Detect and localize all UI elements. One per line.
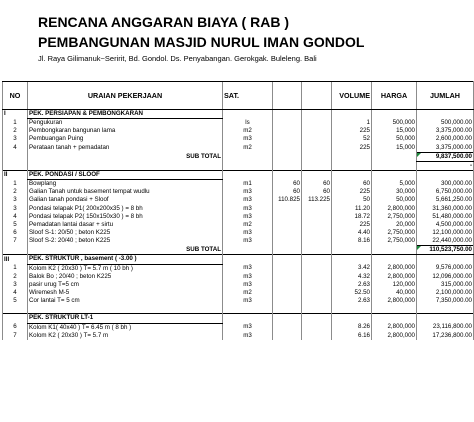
cell-uraian: PEK. PONDASI / SLOOF — [28, 170, 223, 179]
cell-harga: 15,000 — [372, 127, 417, 135]
cell-jumlah: 3,375,000.00 — [417, 144, 474, 153]
cell-jumlah: 12,096,000.00 — [417, 273, 474, 281]
cell-no — [3, 305, 28, 314]
cell-no: 2 — [3, 127, 28, 135]
cell-dim2 — [302, 170, 332, 179]
cell-uraian: Sloof S-1: 20/50 ; beton K225 — [28, 229, 223, 237]
cell-harga: 2,800,000 — [372, 264, 417, 273]
cell-uraian — [28, 161, 223, 170]
table-row — [3, 127, 474, 135]
cell-no: 3 — [3, 196, 28, 204]
cell-harga: 50,000 — [372, 135, 417, 143]
cell-dim2 — [302, 213, 332, 221]
cell-harga: 50,000 — [372, 196, 417, 204]
cell-dim2 — [302, 144, 332, 153]
cell-jumlah: 5,661,250.00 — [417, 196, 474, 204]
table-row — [3, 305, 474, 314]
cell-no: 3 — [3, 205, 28, 213]
cell-dim2: 60 — [302, 188, 332, 196]
cell-dim2 — [302, 127, 332, 135]
cell-satuan — [223, 161, 273, 170]
cell-harga: 2,800,000 — [372, 332, 417, 340]
cell-volume: 8.26 — [332, 323, 372, 332]
cell-satuan: m3 — [223, 188, 273, 196]
cell-no: 3 — [3, 135, 28, 143]
cell-satuan — [223, 305, 273, 314]
cell-uraian: Pondasi telapak P1( 200x200x35 ) = 8 bh — [28, 205, 223, 213]
table-row — [3, 205, 474, 213]
cell-no — [3, 152, 28, 161]
cell-jumlah — [417, 110, 474, 119]
cell-jumlah: 500,000.00 — [417, 119, 474, 128]
cell-volume: 8.16 — [332, 237, 372, 246]
cell-uraian: SUB TOTAL — [28, 246, 223, 255]
cell-no: 7 — [3, 332, 28, 340]
cell-dim2 — [302, 323, 332, 332]
cell-harga: 2,750,000 — [372, 229, 417, 237]
header-dim1 — [273, 82, 302, 110]
cell-volume — [332, 305, 372, 314]
cell-satuan: m2 — [223, 144, 273, 153]
cell-uraian: Galian Tanah untuk basement tempat wudlu — [28, 188, 223, 196]
cell-satuan — [223, 255, 273, 264]
cell-dim2 — [302, 305, 332, 314]
cell-dim1 — [273, 246, 302, 255]
cell-harga: 500,000 — [372, 119, 417, 128]
table-row — [3, 229, 474, 237]
header-satuan: SAT. — [223, 82, 273, 110]
cell-no: 4 — [3, 144, 28, 153]
cell-volume — [332, 161, 372, 170]
cell-jumlah — [417, 314, 474, 323]
cell-dim1 — [273, 144, 302, 153]
cell-volume: 225 — [332, 188, 372, 196]
cell-dim2 — [302, 314, 332, 323]
cell-satuan: m3 — [223, 229, 273, 237]
cell-dim2 — [302, 135, 332, 143]
cell-dim2 — [302, 229, 332, 237]
cell-uraian: Kolom K1( 40x40 ) T= 6.45 m ( 8 bh ) — [28, 323, 223, 332]
cell-no — [3, 246, 28, 255]
cell-volume — [332, 152, 372, 161]
cell-satuan: m3 — [223, 323, 273, 332]
cell-uraian: Pembongkaran bangunan lama — [28, 127, 223, 135]
cell-jumlah: 12,100,000.00 — [417, 229, 474, 237]
document-title: RENCANA ANGGARAN BIAYA ( RAB ) — [38, 14, 289, 30]
cell-volume — [332, 110, 372, 119]
cell-harga: 15,000 — [372, 144, 417, 153]
cell-dim1 — [273, 161, 302, 170]
cell-harga: 2,800,000 — [372, 205, 417, 213]
cell-dim1 — [273, 221, 302, 229]
cell-no: 2 — [3, 188, 28, 196]
cell-volume: 1 — [332, 119, 372, 128]
cell-dim1 — [273, 170, 302, 179]
cell-no: I — [3, 110, 28, 119]
cell-harga: 30,000 — [372, 188, 417, 196]
cell-satuan: m3 — [223, 281, 273, 289]
table-row — [3, 144, 474, 153]
cell-satuan: m3 — [223, 264, 273, 273]
cell-no: 1 — [3, 119, 28, 128]
cell-volume: 60 — [332, 180, 372, 189]
cell-jumlah: 9,576,000.00 — [417, 264, 474, 273]
table-row — [3, 323, 474, 332]
cell-harga — [372, 246, 417, 255]
cell-satuan: m3 — [223, 213, 273, 221]
cell-harga: 2,750,000 — [372, 213, 417, 221]
section-row — [3, 170, 474, 179]
cell-volume: 18.72 — [332, 213, 372, 221]
cell-dim1 — [273, 135, 302, 143]
cell-dim1 — [273, 305, 302, 314]
cell-satuan: m3 — [223, 196, 273, 204]
cell-harga — [372, 170, 417, 179]
cell-volume: 11.20 — [332, 205, 372, 213]
cell-volume: 52 — [332, 135, 372, 143]
cell-uraian: Bowplang — [28, 180, 223, 189]
cell-dim1 — [273, 314, 302, 323]
cell-uraian: SUB TOTAL — [28, 152, 223, 161]
cell-no: 5 — [3, 297, 28, 305]
cell-harga: 40,000 — [372, 289, 417, 297]
budget-table — [2, 81, 474, 340]
cell-harga — [372, 110, 417, 119]
cell-jumlah: 2,600,000.00 — [417, 135, 474, 143]
cell-harga: 2,800,000 — [372, 273, 417, 281]
header-dim2 — [302, 82, 332, 110]
cell-uraian: Pemadatan lantai dasar + sirtu — [28, 221, 223, 229]
cell-dim1 — [273, 127, 302, 135]
cell-satuan: m3 — [223, 332, 273, 340]
cell-volume: 3.42 — [332, 264, 372, 273]
cell-dim2 — [302, 264, 332, 273]
table-row — [3, 213, 474, 221]
cell-satuan: m3 — [223, 273, 273, 281]
table-row — [3, 161, 474, 170]
table-row — [3, 332, 474, 340]
cell-dim2 — [302, 237, 332, 246]
table-row — [3, 264, 474, 273]
cell-dim1 — [273, 281, 302, 289]
cell-no — [3, 314, 28, 323]
cell-no: 7 — [3, 237, 28, 246]
cell-uraian: Wiremesh M-5 — [28, 289, 223, 297]
cell-jumlah: 2,100,000.00 — [417, 289, 474, 297]
cell-volume — [332, 314, 372, 323]
table-row — [3, 135, 474, 143]
header-jumlah: JUMLAH — [417, 82, 474, 110]
cell-dim1 — [273, 297, 302, 305]
cell-dim1 — [273, 264, 302, 273]
cell-no: 3 — [3, 281, 28, 289]
table-row — [3, 281, 474, 289]
cell-satuan: m2 — [223, 221, 273, 229]
project-address: Jl. Raya Gilimanuk~Seririt, Bd. Gondol. Ds. Penyabangan. Gerokgak. Buleleng. Bali — [38, 54, 317, 63]
table-row — [3, 297, 474, 305]
cell-harga: 2,800,000 — [372, 323, 417, 332]
section-row — [3, 314, 474, 323]
cell-no: 6 — [3, 229, 28, 237]
cell-volume — [332, 170, 372, 179]
header-no: NO — [3, 82, 28, 110]
cell-jumlah: 9,837,500.00 — [417, 152, 474, 161]
cell-jumlah: 22,440,000.00 — [417, 237, 474, 246]
section-row — [3, 110, 474, 119]
cell-dim1 — [273, 152, 302, 161]
cell-uraian: Galian tanah pondasi + Sloof — [28, 196, 223, 204]
cell-dim2 — [302, 205, 332, 213]
cell-no: 6 — [3, 323, 28, 332]
cell-jumlah: 3,375,000.00 — [417, 127, 474, 135]
cell-volume: 4.40 — [332, 229, 372, 237]
cell-jumlah — [417, 255, 474, 264]
cell-uraian: Sloof S-2: 20/40 ; beton K225 — [28, 237, 223, 246]
cell-dim1 — [273, 119, 302, 128]
cell-jumlah: 315,000.00 — [417, 281, 474, 289]
cell-dim1 — [273, 237, 302, 246]
cell-dim2 — [302, 161, 332, 170]
cell-dim1 — [273, 229, 302, 237]
header-volume: VOLUME — [332, 82, 372, 110]
cell-volume: 2.63 — [332, 297, 372, 305]
document-subtitle: PEMBANGUNAN MASJID NURUL IMAN GONDOL — [38, 34, 365, 50]
cell-no: II — [3, 170, 28, 179]
cell-harga: 20,000 — [372, 221, 417, 229]
cell-no: 5 — [3, 221, 28, 229]
cell-no: 1 — [3, 264, 28, 273]
cell-no: III — [3, 255, 28, 264]
cell-jumlah: - — [417, 161, 474, 170]
cell-uraian: Pengukuran — [28, 119, 223, 128]
cell-volume: 2.63 — [332, 281, 372, 289]
cell-harga — [372, 305, 417, 314]
cell-jumlah: 4,500,000.00 — [417, 221, 474, 229]
cell-volume: 4.32 — [332, 273, 372, 281]
cell-satuan — [223, 152, 273, 161]
cell-jumlah — [417, 170, 474, 179]
cell-dim1 — [273, 110, 302, 119]
table-row — [3, 289, 474, 297]
cell-harga: 2,750,000 — [372, 237, 417, 246]
cell-harga — [372, 255, 417, 264]
cell-harga: 5,000 — [372, 180, 417, 189]
cell-uraian: PEK. PERSIAPAN & PEMBONGKARAN — [28, 110, 223, 119]
cell-jumlah: 17,236,800.00 — [417, 332, 474, 340]
cell-dim2 — [302, 110, 332, 119]
cell-satuan: m2 — [223, 289, 273, 297]
cell-dim2 — [302, 273, 332, 281]
cell-harga — [372, 152, 417, 161]
table-row — [3, 119, 474, 128]
cell-uraian: PEK. STRUKTUR LT-1 — [28, 314, 223, 323]
cell-dim2 — [302, 255, 332, 264]
cell-dim2 — [302, 289, 332, 297]
cell-dim1 — [273, 273, 302, 281]
subtotal-row — [3, 152, 474, 161]
cell-dim2 — [302, 246, 332, 255]
cell-dim2 — [302, 221, 332, 229]
cell-harga — [372, 161, 417, 170]
cell-satuan: m3 — [223, 205, 273, 213]
cell-volume: 225 — [332, 127, 372, 135]
table-row — [3, 180, 474, 189]
cell-dim1 — [273, 323, 302, 332]
cell-uraian: Kolom K2 ( 20x30 ) T= 5.7 m ( 10 bh ) — [28, 264, 223, 273]
cell-dim1 — [273, 332, 302, 340]
cell-uraian: Cor lantai T= 5 cm — [28, 297, 223, 305]
cell-jumlah: 31,360,000.00 — [417, 205, 474, 213]
cell-satuan: ls — [223, 119, 273, 128]
cell-volume: 50 — [332, 196, 372, 204]
header-uraian: URAIAN PEKERJAAN — [28, 82, 223, 110]
cell-uraian: pasir urug T=5 cm — [28, 281, 223, 289]
cell-uraian: Pondasi telapak P2( 150x150x30 ) = 8 bh — [28, 213, 223, 221]
cell-satuan: m3 — [223, 135, 273, 143]
cell-jumlah — [417, 305, 474, 314]
cell-volume: 225 — [332, 221, 372, 229]
table-row — [3, 221, 474, 229]
cell-satuan: m3 — [223, 237, 273, 246]
cell-no: 4 — [3, 213, 28, 221]
section-row — [3, 255, 474, 264]
cell-dim2: 113.225 — [302, 196, 332, 204]
cell-harga — [372, 314, 417, 323]
cell-jumlah: 110,523,750.00 — [417, 246, 474, 255]
cell-uraian: Perataan tanah + pemadatan — [28, 144, 223, 153]
cell-dim1: 110.825 — [273, 196, 302, 204]
cell-volume — [332, 255, 372, 264]
cell-dim2 — [302, 119, 332, 128]
cell-dim1 — [273, 255, 302, 264]
table-row — [3, 237, 474, 246]
table-row — [3, 188, 474, 196]
cell-dim2 — [302, 297, 332, 305]
subtotal-row — [3, 246, 474, 255]
cell-no: 4 — [3, 289, 28, 297]
table-header-row — [3, 82, 474, 110]
cell-jumlah: 7,350,000.00 — [417, 297, 474, 305]
cell-no: 2 — [3, 273, 28, 281]
cell-dim1 — [273, 205, 302, 213]
cell-dim2: 60 — [302, 180, 332, 189]
cell-satuan — [223, 110, 273, 119]
cell-satuan — [223, 314, 273, 323]
cell-satuan — [223, 246, 273, 255]
cell-volume: 52.50 — [332, 289, 372, 297]
cell-uraian: Pembuangan Puing — [28, 135, 223, 143]
cell-satuan — [223, 170, 273, 179]
cell-dim1: 60 — [273, 180, 302, 189]
cell-dim1 — [273, 213, 302, 221]
cell-no: 1 — [3, 180, 28, 189]
cell-no — [3, 161, 28, 170]
cell-harga: 2,800,000 — [372, 297, 417, 305]
cell-satuan: m1 — [223, 180, 273, 189]
cell-satuan: m3 — [223, 297, 273, 305]
header-harga: HARGA — [372, 82, 417, 110]
cell-harga: 120,000 — [372, 281, 417, 289]
cell-dim2 — [302, 152, 332, 161]
table-row — [3, 273, 474, 281]
cell-jumlah: 23,116,800.00 — [417, 323, 474, 332]
cell-jumlah: 300,000.00 — [417, 180, 474, 189]
cell-dim1: 60 — [273, 188, 302, 196]
cell-dim1 — [273, 289, 302, 297]
cell-dim2 — [302, 281, 332, 289]
cell-jumlah: 6,750,000.00 — [417, 188, 474, 196]
cell-uraian: Kolom K2 ( 20x30 ) T= 5.7 m — [28, 332, 223, 340]
cell-dim2 — [302, 332, 332, 340]
cell-volume: 225 — [332, 144, 372, 153]
cell-uraian: PEK. STRUKTUR , basement ( -3.00 ) — [28, 255, 223, 264]
cell-satuan: m2 — [223, 127, 273, 135]
cell-uraian: Balok Bo ; 20/40 ; beton K225 — [28, 273, 223, 281]
cell-volume: 6.16 — [332, 332, 372, 340]
cell-jumlah: 51,480,000.00 — [417, 213, 474, 221]
cell-uraian — [28, 305, 223, 314]
table-row — [3, 196, 474, 204]
cell-volume — [332, 246, 372, 255]
